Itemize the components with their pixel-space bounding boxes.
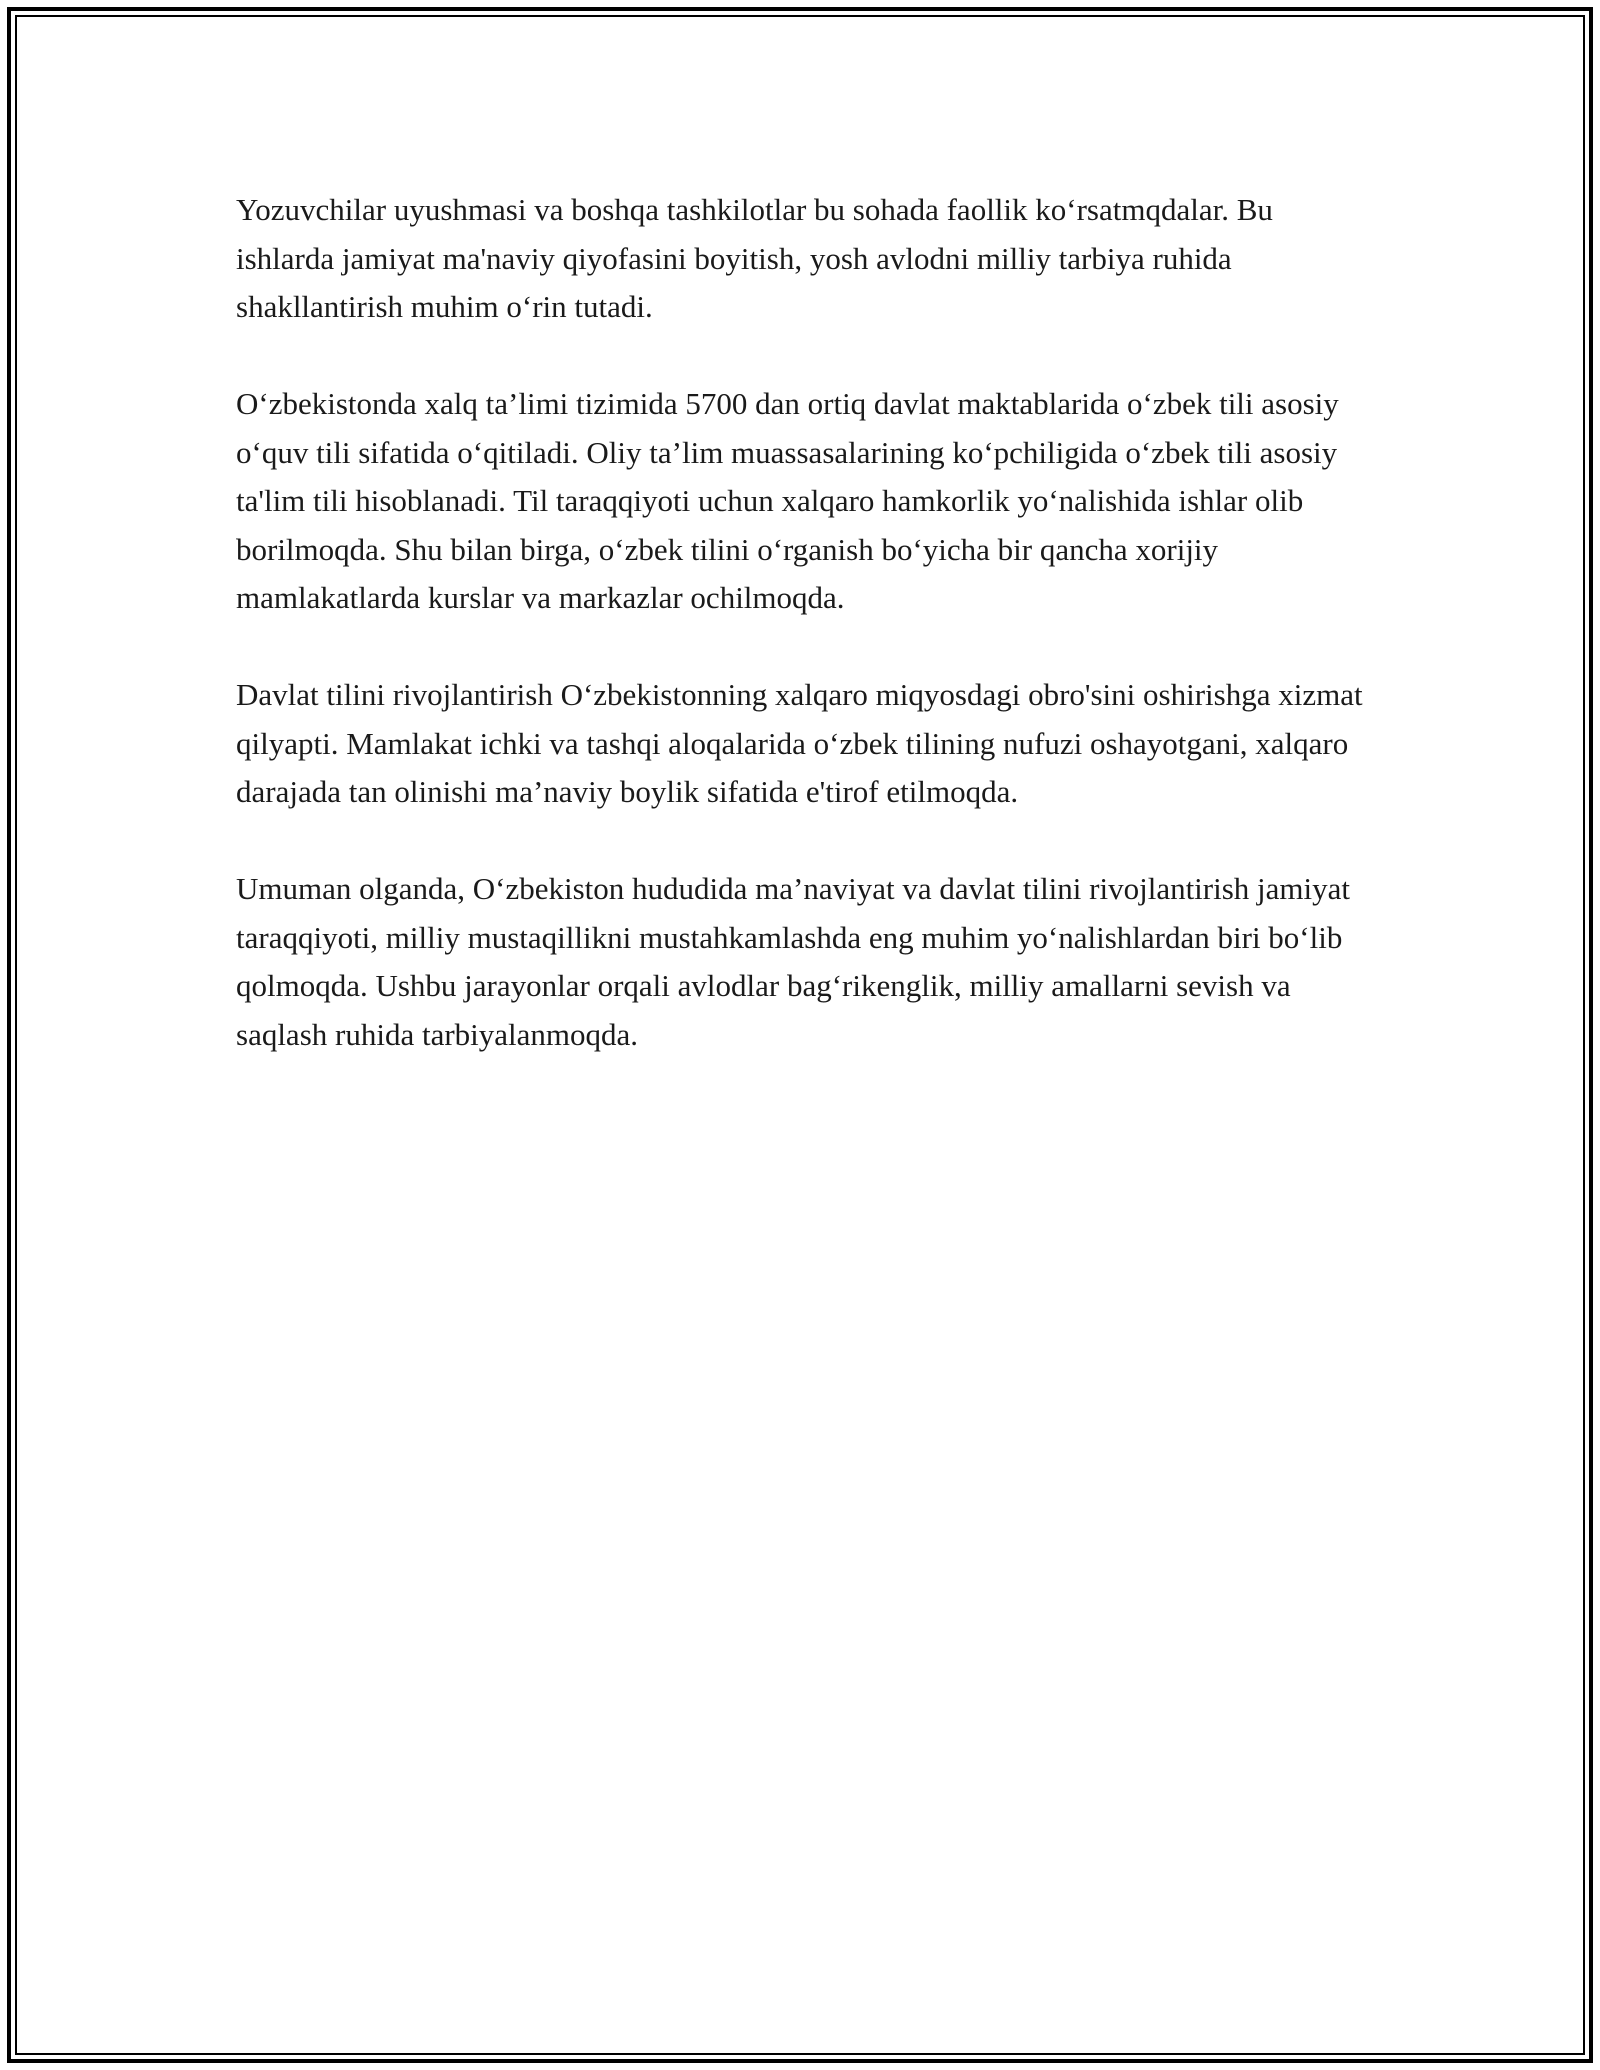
paragraph-2: O‘zbekistonda xalq ta’limi tizimida 5700 dan ortiq davlat maktablarida o‘zbek tili asosiy o‘quv tili sifatida o‘qitiladi. Oliy ta’lim muassasalarining ko‘pchiligida o‘zbek tili asosiy ta'lim tili hisoblanadi. Til taraqqiyoti uchun xalqaro hamkorlik yo‘nalishida ishlar olib borilmoqda. Shu bilan birga, o‘zbek tilini o‘rganish bo‘yicha bir qancha xorijiy mamlakatlarda kurslar va markazlar ochilmoqda. — [236, 386, 1339, 615]
paragraph-1: Yozuvchilar uyushmasi va boshqa tashkilotlar bu sohada faollik ko‘rsatmqdalar. Bu ishlarda jamiyat ma'naviy qiyofasini boyitish, yosh avlodni milliy tarbiya ruhida shakllantirish muhim o‘rin tutadi. — [236, 192, 1273, 324]
paragraph-4: Umuman olganda, O‘zbekiston hududida ma’naviyat va davlat tilini rivojlantirish jamiyat taraqqiyoti, milliy mustaqillikni mustahkamlashda eng muhim yo‘nalishlardan biri bo‘lib qolmoqda. Ushbu jarayonlar orqali avlodlar bag‘rikenglik, milliy amallarni sevish va saqlash ruhida tarbiyalanmoqda. — [236, 871, 1351, 1052]
document-body — [236, 186, 1366, 1108]
paragraph-3: Davlat tilini rivojlantirish O‘zbekistonning xalqaro miqyosdagi obro'sini oshirishga xizmat qilyapti. Mamlakat ichki va tashqi aloqalarida o‘zbek tilining nufuzi oshayotgani, xalqaro darajada tan olinishi ma’naviy boylik sifatida e'tirof etilmoqda. — [236, 677, 1363, 809]
